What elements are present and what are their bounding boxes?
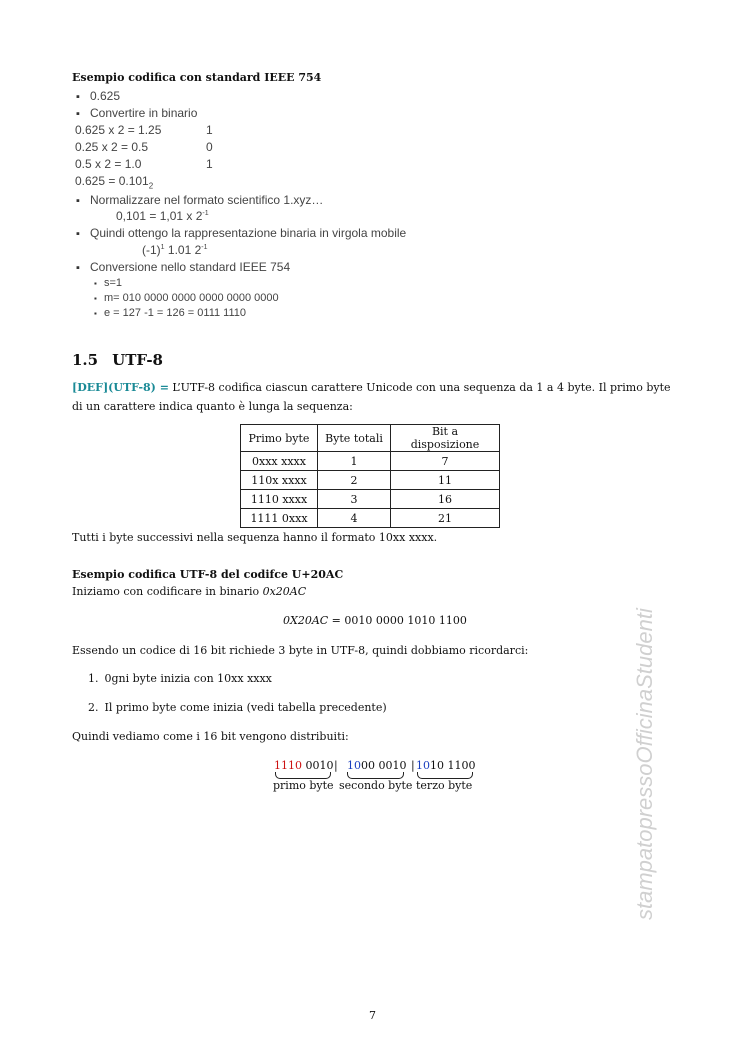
example2-heading: Esempio codifica UTF-8 del codifce U+20AC xyxy=(72,568,344,581)
page-number: 7 xyxy=(369,1009,376,1022)
definition-line-2: di un carattere indica quanto è lunga la sequenza: xyxy=(72,400,353,413)
table-header-row xyxy=(241,425,500,452)
sub-sign: ▪ s=1 xyxy=(94,277,122,289)
explain-text: Essendo un codice di 16 bit richiede 3 byte in UTF-8, quindi dobbiamo ricordarci: xyxy=(72,644,529,657)
bullet-convert: ▪ Convertire in binario xyxy=(76,106,197,120)
normalized-value: 0,101 = 1,01 x $2^{-1}$ xyxy=(116,209,209,223)
label-first-byte: primo byte xyxy=(273,779,334,792)
example1-heading: Esempio codifica con standard IEEE 754 xyxy=(72,71,322,84)
label-third-byte: terzo byte xyxy=(416,779,473,792)
definition-tag: [DEF](UTF-8) = xyxy=(72,381,169,394)
table-header: Byte totali xyxy=(318,425,391,452)
definition-line-1 xyxy=(72,381,671,394)
byte-1: 1110 0010 xyxy=(274,759,334,772)
table-cell: 1110 xxxx xyxy=(241,490,318,509)
calc-line-2: 0.25 x 2 = 0.5 xyxy=(75,140,149,154)
underbrace xyxy=(417,772,473,779)
bullet-ieee: ▪ Conversione nello standard IEEE 754 xyxy=(76,260,290,274)
list-item: 1. 0gni byte inizia con 10xx xxxx xyxy=(88,672,272,685)
calc-bit-1: 1 xyxy=(206,123,213,137)
table-cell: 11 xyxy=(391,471,500,490)
underbrace xyxy=(275,772,331,779)
table-cell: 21 xyxy=(391,509,500,528)
calc-line-1: 0.625 x 2 = 1.25 xyxy=(75,123,162,137)
table-header: Primo byte xyxy=(241,425,318,452)
byte-2: 1000 0010 xyxy=(347,759,407,772)
table-row xyxy=(241,452,500,471)
distribution-text: Quindi vediamo come i 16 bit vengono distribuiti: xyxy=(72,730,349,743)
float-representation: $(-1)^1$ 1.01 $2^{-1}$ xyxy=(142,243,208,257)
table-header: Bit a disposizione xyxy=(391,425,500,452)
separator: | xyxy=(411,759,415,772)
equation: 0X20AC = 0010 0000 1010 1100 xyxy=(283,614,467,627)
table-cell: 4 xyxy=(318,509,391,528)
table-row xyxy=(241,471,500,490)
calc-bit-2: 0 xyxy=(206,140,213,154)
underbrace xyxy=(347,772,404,779)
calc-line-3: 0.5 x 2 = 1.0 xyxy=(75,157,142,171)
table-cell: 110x xxxx xyxy=(241,471,318,490)
calc-result: $0.625 = 0.101_2$ xyxy=(75,174,154,191)
bullet-float: ▪ Quindi ottengo la rappresentazione binaria in virgola mobile xyxy=(76,226,406,240)
after-table-text: Tutti i byte successivi nella sequenza hanno il formato 10xx xxxx. xyxy=(72,531,438,544)
sub-exponent: ▪ e = 127 -1 = 126 = 0111 1110 xyxy=(94,307,246,319)
table-cell: 16 xyxy=(391,490,500,509)
label-second-byte: secondo byte xyxy=(339,779,413,792)
table-cell: 1111 0xxx xyxy=(241,509,318,528)
definition-text-1: L’UTF-8 codifica ciascun carattere Unicode con una sequenza da 1 a 4 byte. Il primo byte xyxy=(172,381,671,394)
sub-mantissa: ▪ m= 010 0000 0000 0000 0000 0000 xyxy=(94,292,279,304)
section-title: UTF-8 xyxy=(112,351,163,369)
watermark: stampatopressoOfficinaStudenti xyxy=(632,608,657,920)
table-cell: 0xxx xxxx xyxy=(241,452,318,471)
section-number: 1.5 xyxy=(72,351,99,369)
calc-bit-3: 1 xyxy=(206,157,213,171)
utf8-table xyxy=(240,424,500,528)
table-row xyxy=(241,490,500,509)
list-item: 2. Il primo byte come inizia (vedi tabella precedente) xyxy=(88,701,387,714)
bullet-normalize: ▪ Normalizzare nel formato scientifico 1.xyz… xyxy=(76,193,323,207)
byte-3: 1010 1100 xyxy=(416,759,476,772)
table-cell: 7 xyxy=(391,452,500,471)
table-cell: 2 xyxy=(318,471,391,490)
bullet-value: ▪ 0.625 xyxy=(76,89,120,103)
section-heading xyxy=(72,351,163,369)
example2-intro: Iniziamo con codificare in binario 0x20AC xyxy=(72,585,307,598)
separator: | xyxy=(334,759,338,772)
table-row xyxy=(241,509,500,528)
table-cell: 1 xyxy=(318,452,391,471)
table-cell: 3 xyxy=(318,490,391,509)
